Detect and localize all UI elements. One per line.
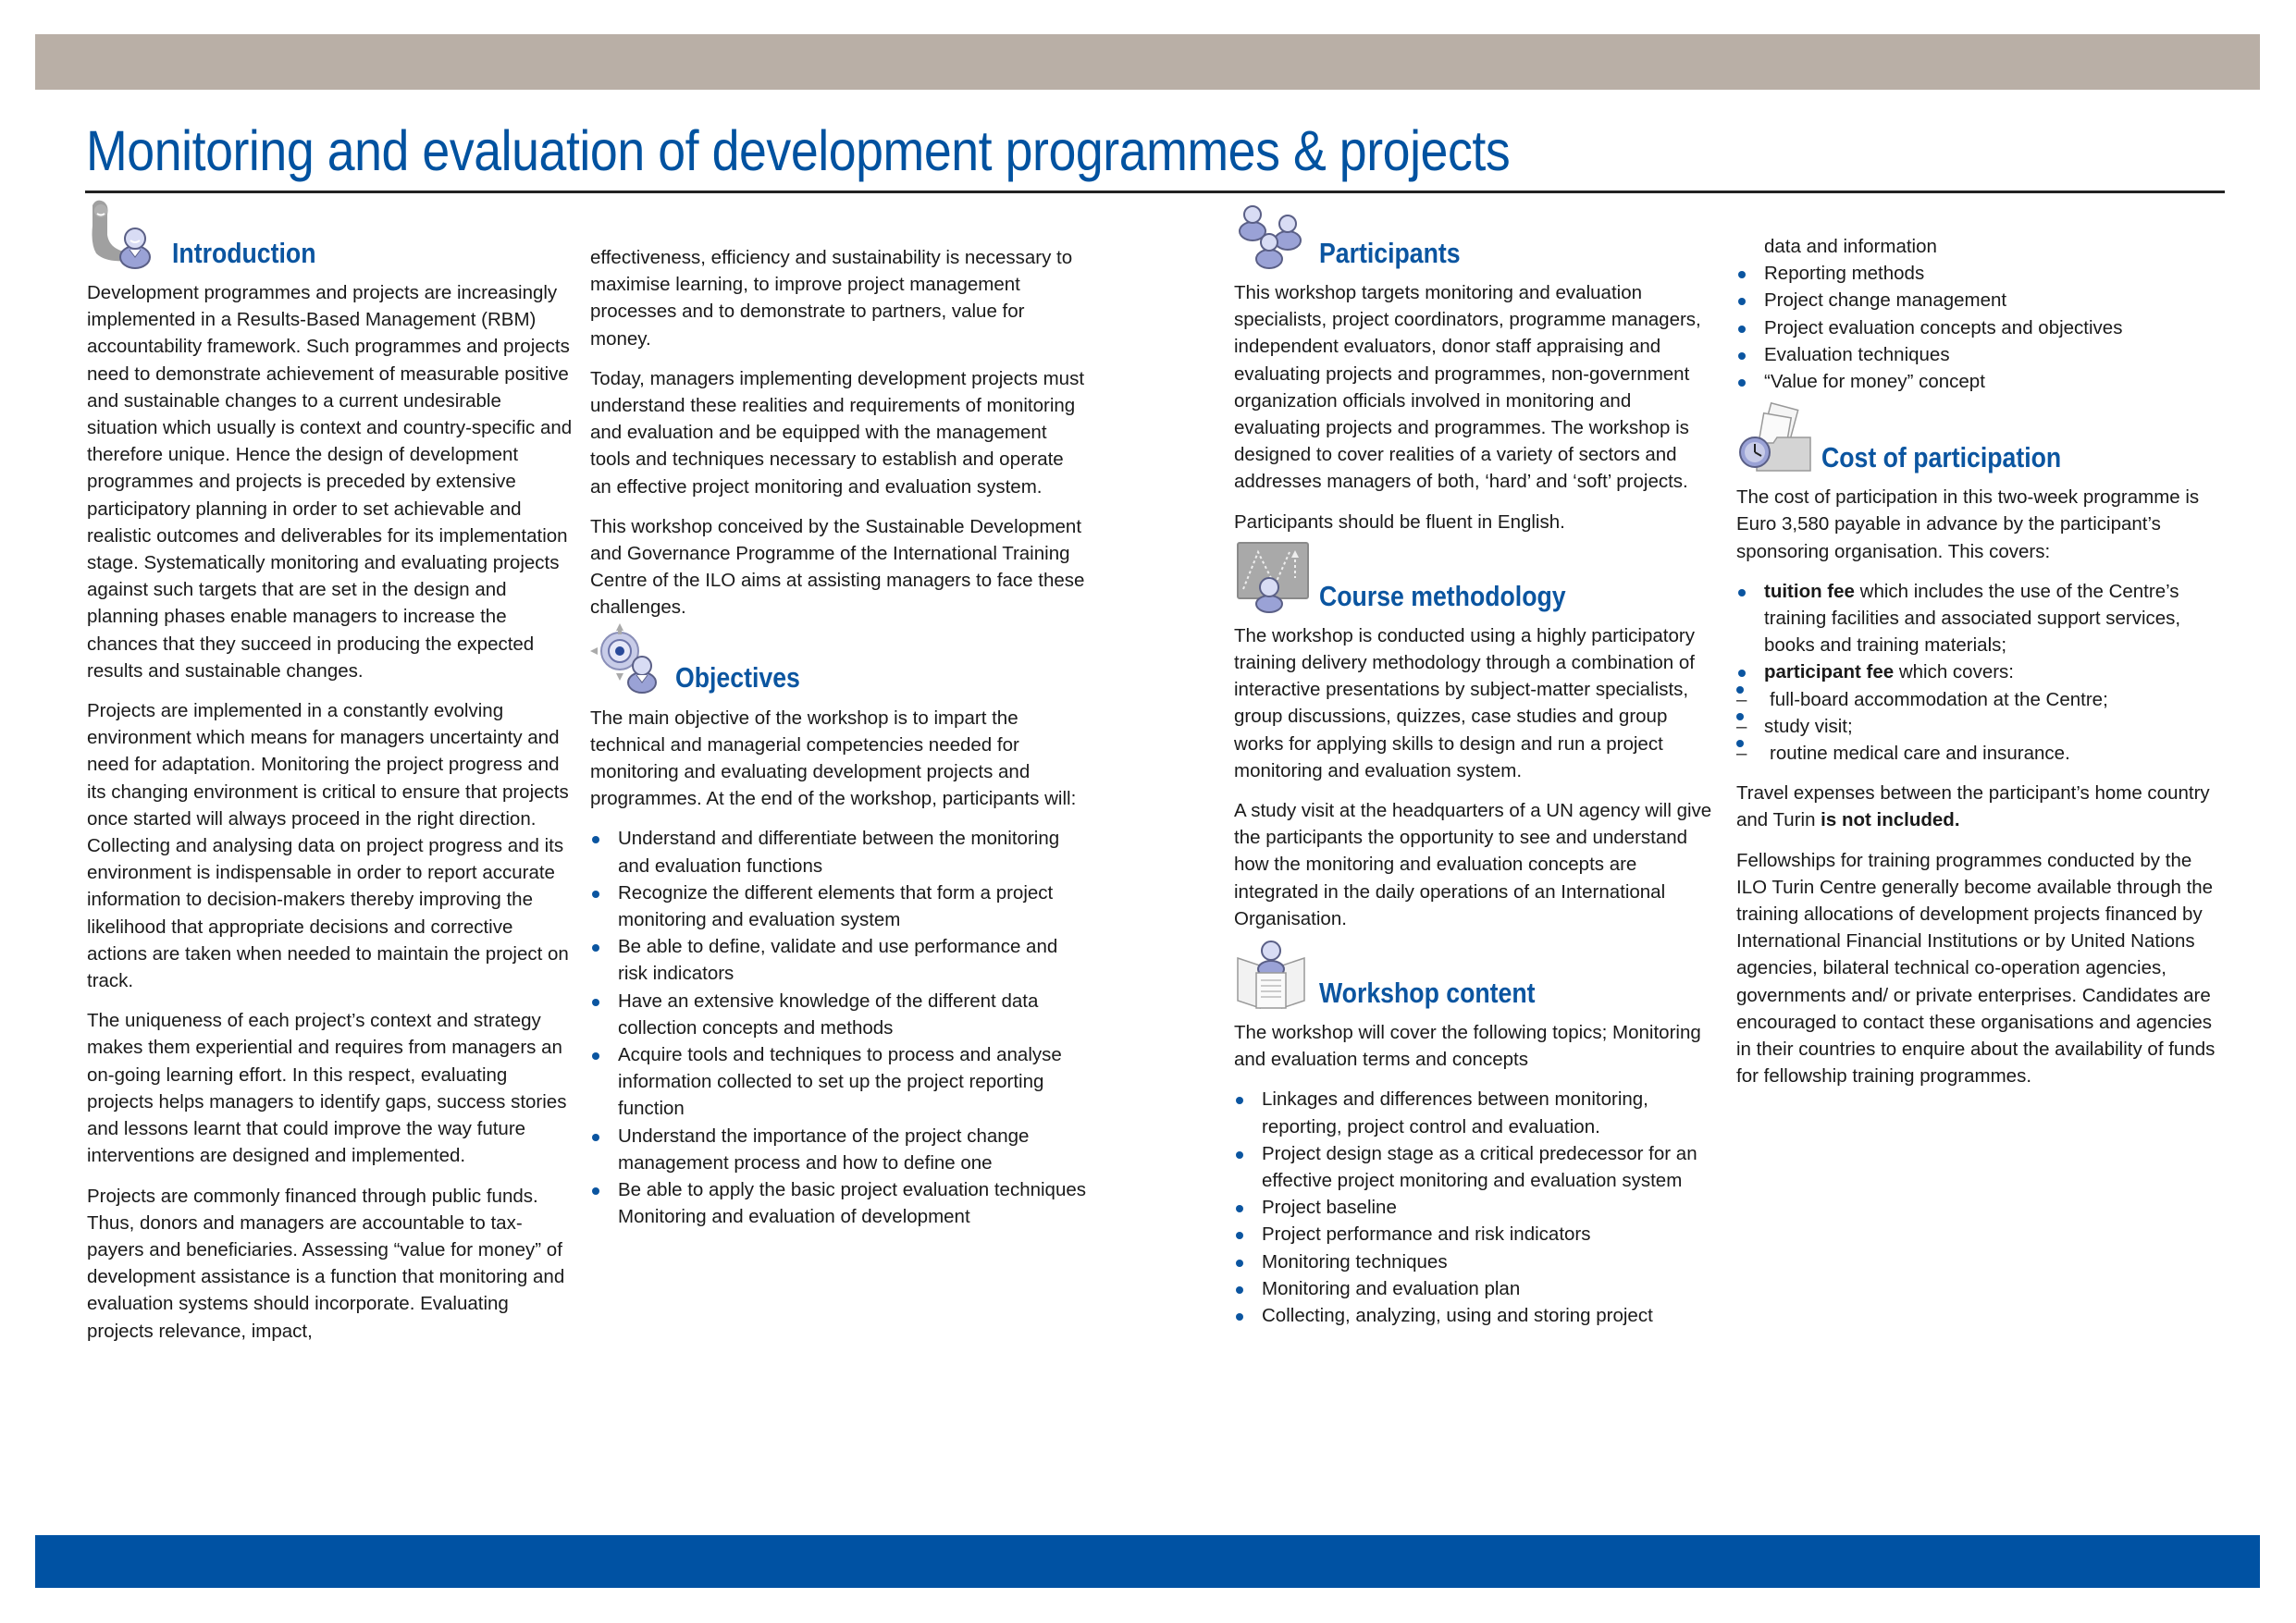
participant-fee-label: participant fee xyxy=(1764,661,1895,683)
title-divider xyxy=(85,191,2225,193)
methodology-paragraph: The workshop is conducted using a highly participatory training delivery methodology through a combination of interactive presentations by subject-matter specialists, group discussions, quizzes, case studies and group works for applying skills to design and run a project monitoring and evaluation system. xyxy=(1234,624,1695,781)
intro-paragraph: The uniqueness of each project’s context and strategy makes them experiential and requires from managers an on-going learning effort. In this respect, evaluating projects helps managers to identify gaps, success stories and lessons learnt that could improve the way future interventions are designed and implemented. xyxy=(87,1010,567,1167)
column-3 xyxy=(1234,205,1715,1342)
list-item: Project performance and risk indicators xyxy=(1234,1221,1715,1248)
list-item: Reporting methods xyxy=(1736,260,2227,287)
person-reading-icon xyxy=(1234,938,1314,1010)
tuition-fee-item xyxy=(1736,578,2227,659)
list-item: Project baseline xyxy=(1234,1194,1715,1221)
participants-paragraph: Participants should be fluent in English. xyxy=(1234,510,1565,533)
column-1 xyxy=(87,205,575,1358)
column-2 xyxy=(590,244,1090,1244)
objectives-header xyxy=(590,631,1090,695)
cost-header xyxy=(1736,410,2227,474)
list-item: Be able to define, validate and use performance and risk indicators xyxy=(590,933,1090,987)
travel-bold: is not included. xyxy=(1821,809,1960,831)
workshop-content-heading: Workshop content xyxy=(1319,976,1536,1009)
workshop-content-intro: The workshop will cover the following topics; Monitoring and evaluation terms and concepts xyxy=(1234,1022,1701,1071)
list-item: Project design stage as a critical predecessor for an effective project monitoring and evaluation system xyxy=(1234,1140,1715,1194)
tuition-fee-label: tuition fee xyxy=(1764,580,1855,602)
cost-heading: Cost of participation xyxy=(1821,441,2062,474)
clock-folder-icon xyxy=(1736,402,1816,474)
list-item: Understand the importance of the project change management process and how to define one xyxy=(590,1123,1090,1176)
intro-paragraph: Projects are implemented in a constantly evolving environment which means for managers uncertainty and need for adaptation. Monitoring the project progress and its changing environment is critical to ensure that projects once started will always proceed in the right direction. Collecting and analysing data on project progress and its environment is indispensable in order to report accurate information to decision-makers thereby improving the likelihood that appropriate decisions and corrective actions are taken when needed to maintain the project on track. xyxy=(87,700,569,992)
introduction-heading: Introduction xyxy=(172,236,316,269)
intro-paragraph: Projects are commonly financed through public funds. Thus, donors and managers are accountable to tax-payers and beneficiaries. Assessing “value for money” of development assistance is a function that monitoring and evaluation systems should incorporate. Evaluating projects relevance, impact, xyxy=(87,1185,565,1342)
participant-fee-sublist xyxy=(1736,686,2227,768)
objectives-heading: Objectives xyxy=(675,661,800,695)
intro-paragraph: effectiveness, efficiency and sustainability is necessary to maximise learning, to improve project management processes and to demonstrate to partners, value for money. xyxy=(590,247,1073,350)
participants-header xyxy=(1234,205,1715,270)
participants-paragraph: This workshop targets monitoring and evaluation specialists, project coordinators, programme managers, independent evaluators, donor staff appraising and evaluating projects and programmes, non-government organization officials involved in monitoring and evaluating projects and programmes. The workshop is designed to cover realities of a variety of sectors and addresses managers of both, ‘hard’ and ‘soft’ projects. xyxy=(1234,282,1701,493)
list-item: Recognize the different elements that form a project monitoring and evaluation system xyxy=(590,879,1090,933)
page-title: Monitoring and evaluation of development programmes & projects xyxy=(86,119,1511,182)
list-item: Linkages and differences between monitoring, reporting, project control and evaluation. xyxy=(1234,1086,1715,1139)
list-item: Acquire tools and techniques to process and analyse information collected to set up the project reporting function xyxy=(590,1041,1090,1123)
workshop-content-list xyxy=(1234,1086,1715,1329)
footer-band xyxy=(35,1535,2260,1588)
header-band xyxy=(35,34,2260,90)
introduction-header xyxy=(87,205,575,270)
list-item: Project evaluation concepts and objectives xyxy=(1736,314,2227,341)
list-item: Evaluation techniques xyxy=(1736,341,2227,368)
list-item: Monitoring and evaluation plan xyxy=(1234,1275,1715,1302)
cost-intro: The cost of participation in this two-week programme is Euro 3,580 payable in advance by the participant’s sponsoring organisation. This covers: xyxy=(1736,486,2200,562)
sub-item: – routine medical care and insurance. xyxy=(1736,740,2227,767)
list-item: Understand and differentiate between the monitoring and evaluation functions xyxy=(590,825,1090,879)
workshop-content-header xyxy=(1234,945,1715,1010)
participant-fee-text: which covers: xyxy=(1894,661,2015,683)
workshop-content-list-continued xyxy=(1736,233,2227,395)
travel-text: Travel expenses between the participant’s home country and Turin xyxy=(1736,782,2210,831)
participant-fee-item xyxy=(1736,658,2227,767)
list-item-continuation xyxy=(1736,233,2227,260)
course-methodology-heading: Course methodology xyxy=(1319,579,1566,612)
intro-paragraph: Development programmes and projects are increasingly implemented in a Results-Based Management (RBM) accountability framework. Such programmes and projects need to demonstrate achievement of measurable positive and sustainable changes to a current undesirable situation which usually is context and country-specific and therefore unique. Hence the design of development programmes and projects is preceded by extensive participatory planning in order to set achievable and realistic outcomes and deliverables for its implementation stage. Systematically monitoring and evaluating projects against such targets that are set in the design and planning phases enable managers to increase the chances that they succeed in producing the expected results and sustainable changes. xyxy=(87,282,573,682)
tuition-fee-text: which includes the use of the Centre’s training facilities and associated support services, books and training materials; xyxy=(1764,580,2181,657)
objectives-intro: The main objective of the workshop is to impart the technical and managerial competencies needed for monitoring and evaluating development projects and programmes. At the end of the workshop, participants will: xyxy=(590,707,1077,810)
sub-item: – full-board accommodation at the Centre; xyxy=(1736,686,2227,713)
methodology-paragraph: A study visit at the headquarters of a UN agency will give the participants the opportunity to see and understand how the monitoring and evaluation concepts are integrated in the daily operations of an International Organisation. xyxy=(1234,800,1712,929)
group-of-people-icon xyxy=(1234,198,1314,270)
person-shadow-icon xyxy=(87,198,167,270)
list-item: Monitoring techniques xyxy=(1234,1248,1715,1275)
list-item: “Value for money” concept xyxy=(1736,368,2227,395)
participants-heading: Participants xyxy=(1319,236,1461,269)
list-item: Be able to apply the basic project evaluation techniques Monitoring and evaluation of development xyxy=(590,1176,1090,1230)
target-person-icon xyxy=(590,623,670,695)
column-4 xyxy=(1736,233,2227,1102)
course-methodology-header xyxy=(1234,548,1715,613)
list-item-tail: data and information xyxy=(1764,236,1937,257)
list-item: Have an extensive knowledge of the different data collection concepts and methods xyxy=(590,988,1090,1041)
list-item: Collecting, analyzing, using and storing project xyxy=(1234,1302,1715,1329)
cost-list xyxy=(1736,578,2227,767)
list-item: Project change management xyxy=(1736,287,2227,314)
objectives-list xyxy=(590,825,1090,1230)
presentation-board-icon xyxy=(1234,541,1314,613)
intro-paragraph: Today, managers implementing development projects must understand these realities and requirements of monitoring and evaluation and be equipped with the management tools and techniques necessary to establish and operate an effective project monitoring and evaluation system. xyxy=(590,367,1085,498)
travel-expenses-note xyxy=(1736,780,2227,833)
fellowships-paragraph: Fellowships for training programmes conducted by the ILO Turin Centre generally become available through the training allocations of development projects financed by International Financial Institutions or by United Nations agencies, bilateral technical co-operation agencies, governments and/ or private enterprises. Candidates are encouraged to contact these organisations and agencies in their countries to enquire about the availability of funds for fellowship training programmes. xyxy=(1736,849,2216,1088)
sub-item: – study visit; xyxy=(1736,713,2227,740)
intro-paragraph: This workshop conceived by the Sustainable Development and Governance Programme of the International Training Centre of the ILO aims at assisting managers to face these challenges. xyxy=(590,515,1085,619)
